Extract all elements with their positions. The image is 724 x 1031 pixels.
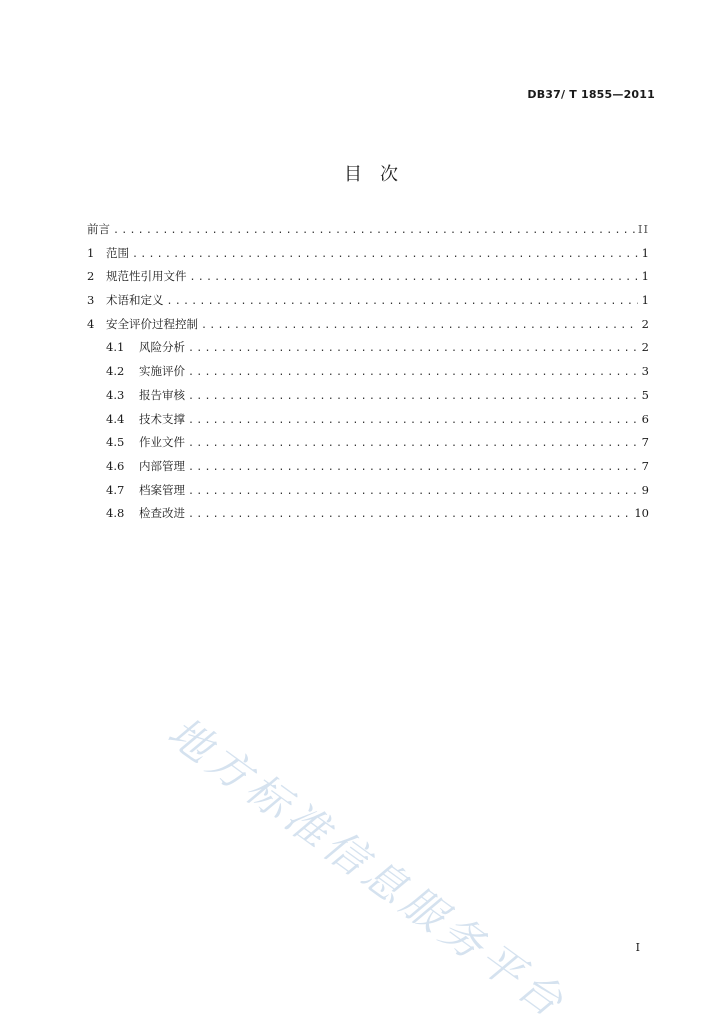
toc-entry-number: 4.8 (106, 506, 125, 521)
toc-entry[interactable] (87, 479, 649, 503)
toc-leader-dots (188, 337, 638, 361)
toc-entry-label: 范围 (106, 245, 129, 260)
toc-entry-label: 安全评价过程控制 (106, 316, 198, 331)
toc-entry-page: 10 (634, 506, 649, 521)
toc-entry-number: 4.6 (106, 458, 125, 473)
toc-entry-page: 3 (641, 364, 649, 379)
toc-entry[interactable] (87, 265, 649, 289)
toc-entry-page: 5 (641, 387, 649, 402)
toc-entry-label: 规范性引用文件 (106, 269, 187, 284)
toc-leader-dots (188, 456, 638, 480)
toc-leader-dots (132, 243, 638, 267)
toc-leader-dots (188, 385, 638, 409)
toc-entry-page: II (637, 222, 649, 236)
toc-entry-number: 4 (87, 316, 95, 331)
toc-entry-label: 内部管理 (139, 458, 185, 473)
toc-leader-dots (190, 266, 639, 290)
toc-leader-dots (188, 361, 638, 385)
page-title: 目 次 (344, 164, 398, 185)
toc-entry[interactable] (87, 242, 649, 266)
toc-entry-label: 术语和定义 (106, 293, 164, 308)
toc-entry-page: 1 (641, 269, 649, 284)
toc-entry-page: 2 (641, 340, 649, 355)
toc-entry-label: 技术支撑 (139, 411, 185, 426)
toc-entry-label: 风险分析 (139, 340, 185, 355)
standard-code: DB37/ T 1855—2011 (527, 88, 655, 101)
watermark: 地方标准信息服务平台 (159, 707, 577, 1029)
toc-entry-number: 4.2 (106, 364, 125, 379)
toc-entry-label: 检查改进 (139, 506, 185, 521)
toc-entry-page: 1 (641, 245, 649, 260)
toc-entry-page: 1 (641, 293, 649, 308)
toc-entry-number: 4.7 (106, 482, 125, 497)
toc-leader-dots (201, 314, 638, 338)
toc-entry-page: 7 (641, 435, 649, 450)
toc-entry[interactable] (87, 218, 649, 242)
toc-entry-page: 7 (641, 458, 649, 473)
toc-entry[interactable] (87, 431, 649, 455)
toc-entry-number: 4.5 (106, 435, 125, 450)
toc-entry-number: 3 (87, 293, 95, 308)
toc-entry-number: 4.4 (106, 411, 125, 426)
toc-entry-number: 2 (87, 269, 95, 284)
toc-entry-page: 6 (641, 411, 649, 426)
page-number: I (635, 941, 640, 954)
toc-entry-number: 4.1 (106, 340, 125, 355)
toc-entry-label: 前言 (87, 222, 110, 236)
table-of-contents (87, 218, 649, 526)
toc-entry-number: 4.3 (106, 387, 125, 402)
toc-entry-page: 2 (641, 316, 649, 331)
toc-entry-label: 作业文件 (139, 435, 185, 450)
toc-entry[interactable] (87, 289, 649, 313)
toc-entry[interactable] (87, 384, 649, 408)
toc-entry[interactable] (87, 408, 649, 432)
toc-entry-label: 报告审核 (139, 387, 185, 402)
toc-entry-number: 1 (87, 245, 95, 260)
toc-leader-dots (113, 219, 635, 243)
toc-leader-dots (188, 480, 638, 504)
toc-entry[interactable] (87, 455, 649, 479)
toc-entry[interactable] (87, 360, 649, 384)
toc-entry[interactable] (87, 313, 649, 337)
toc-leader-dots (167, 290, 639, 314)
toc-entry[interactable] (87, 502, 649, 526)
toc-entry-label: 实施评价 (139, 364, 185, 379)
toc-entry-label: 档案管理 (139, 482, 185, 497)
toc-leader-dots (188, 409, 638, 433)
toc-entry[interactable] (87, 336, 649, 360)
toc-leader-dots (188, 503, 631, 527)
toc-leader-dots (188, 432, 638, 456)
toc-entry-page: 9 (641, 482, 649, 497)
